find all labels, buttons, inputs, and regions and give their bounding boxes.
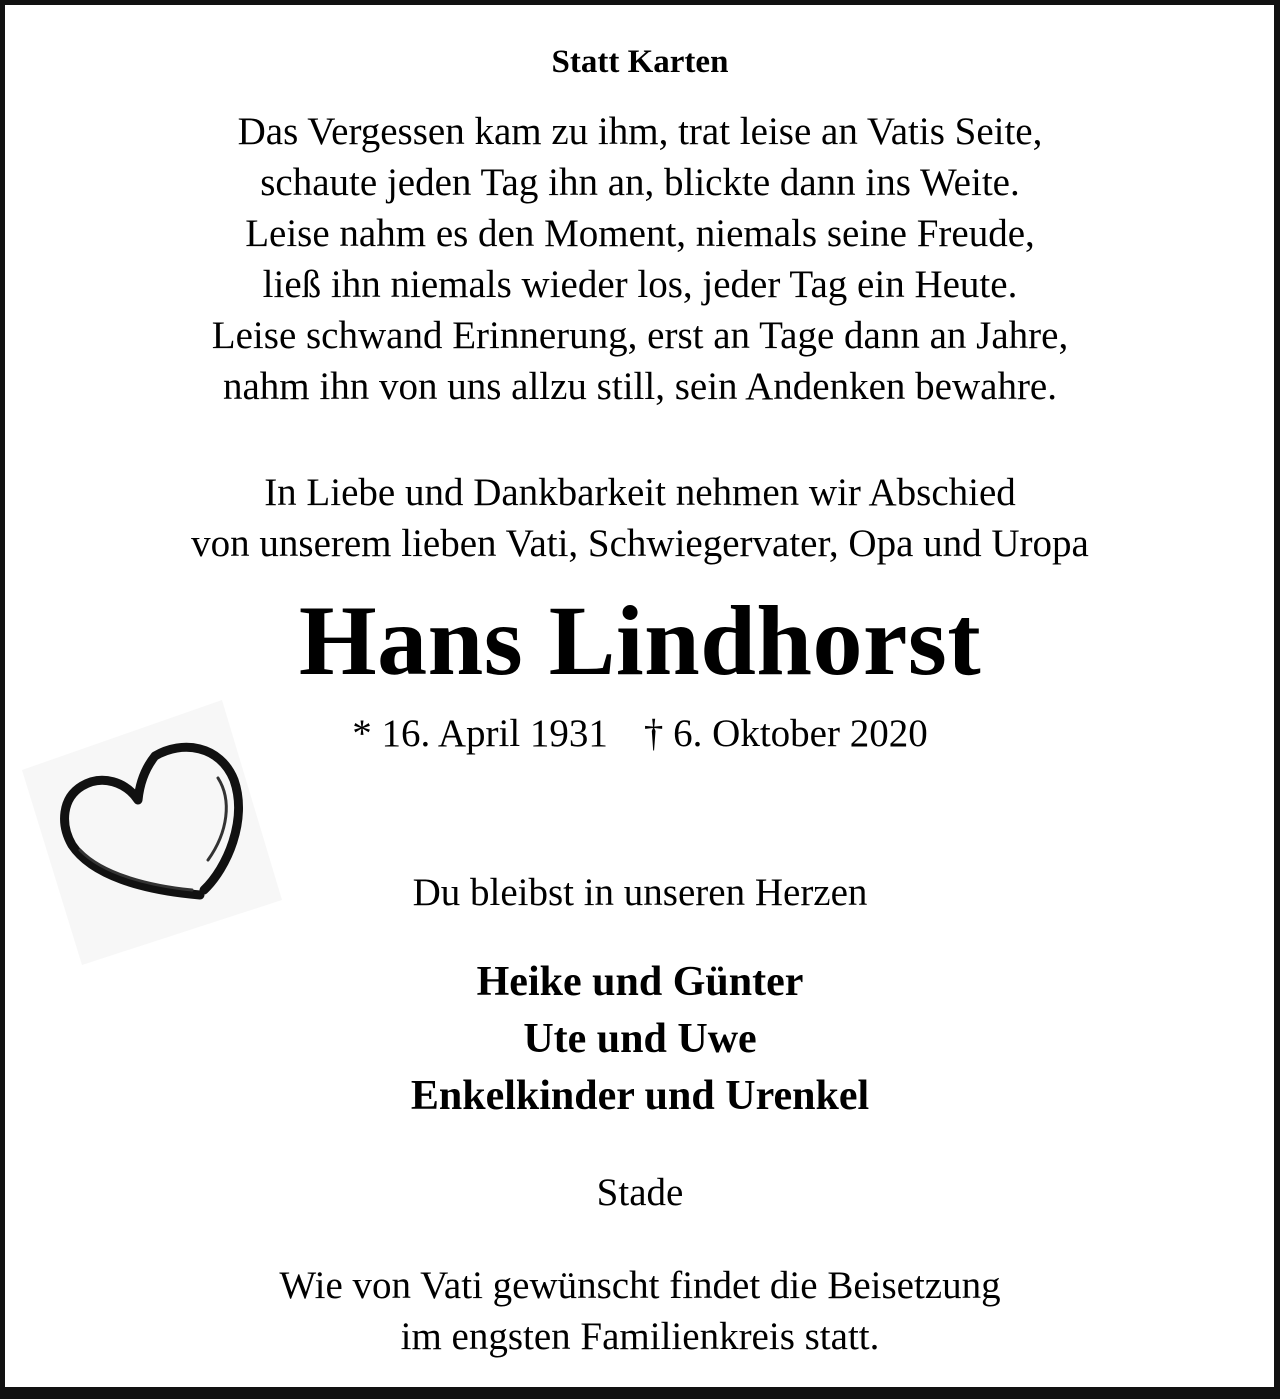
poem-line: Leise nahm es den Moment, niemals seine Freude, — [245, 212, 1035, 255]
notice-line: Wie von Vati gewünscht findet die Beisetzung — [279, 1264, 1001, 1307]
place: Stade — [596, 1171, 684, 1214]
motto: Du bleibst in unseren Herzen — [412, 871, 868, 914]
birth-date: * 16. April 1931 — [352, 712, 608, 755]
statt-karten-heading: Statt Karten — [551, 44, 729, 80]
mourner-line: Ute und Uwe — [523, 1016, 757, 1062]
intro-line: von unserem lieben Vati, Schwiegervater, Opa und Uropa — [191, 522, 1089, 565]
deceased-name: Hans Lindhorst — [298, 585, 982, 696]
death-date: † 6. Oktober 2020 — [643, 712, 928, 755]
mourners — [0, 954, 1280, 1125]
poem-line: nahm ihn von uns allzu still, sein Andenken bewahre. — [222, 365, 1057, 408]
mourner-line: Enkelkinder und Urenkel — [410, 1073, 870, 1119]
mourner-line: Heike und Günter — [476, 959, 804, 1005]
farewell-intro — [0, 467, 1280, 569]
intro-line: In Liebe und Dankbarkeit nehmen wir Abschied — [264, 471, 1016, 514]
poem-line: Leise schwand Erinnerung, erst an Tage dann an Jahre, — [211, 314, 1069, 357]
poem-line: Das Vergessen kam zu ihm, trat leise an Vatis Seite, — [237, 110, 1043, 153]
poem — [0, 106, 1280, 412]
heart-icon — [22, 700, 282, 965]
burial-notice — [0, 1260, 1280, 1362]
poem-line: schaute jeden Tag ihn an, blickte dann ins Weite. — [260, 161, 1020, 204]
heart-drawing — [22, 700, 282, 965]
notice-line: im engsten Familienkreis statt. — [400, 1315, 880, 1358]
poem-line: ließ ihn niemals wieder los, jeder Tag ein Heute. — [262, 263, 1018, 306]
